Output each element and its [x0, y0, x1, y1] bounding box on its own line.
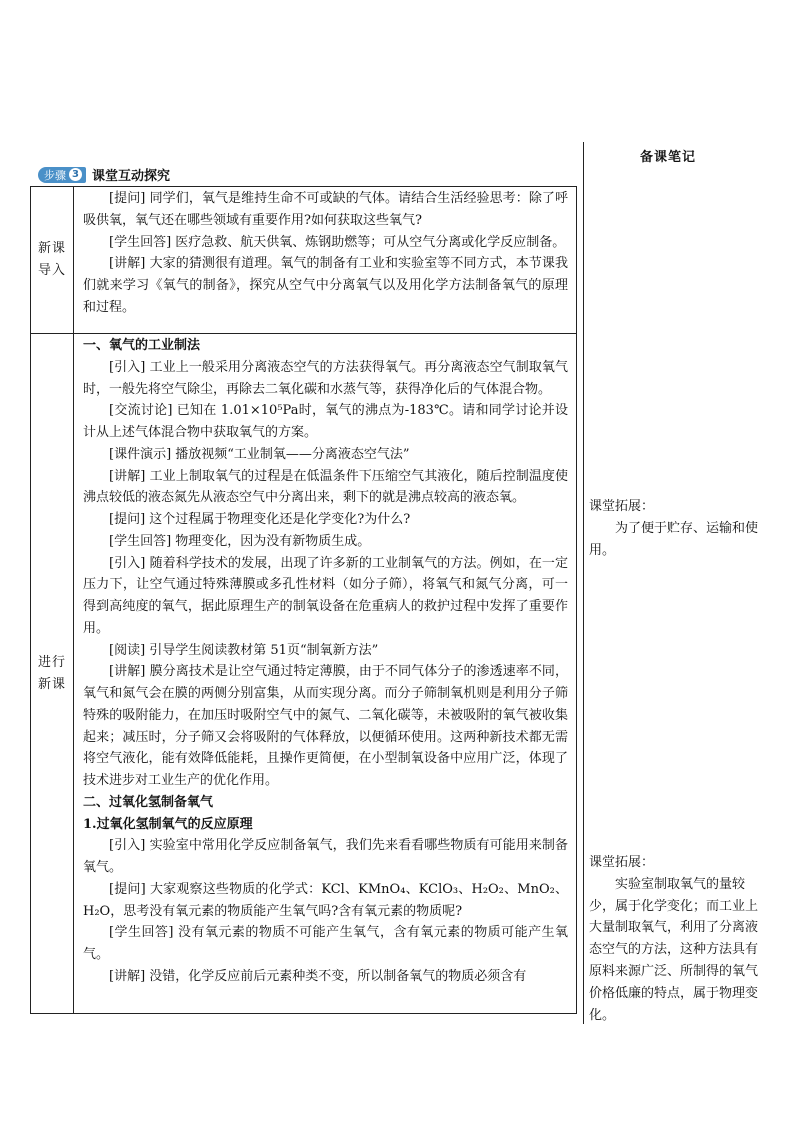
section-heading: 二、过氧化氢制备氧气 [83, 794, 214, 810]
step-badge [38, 167, 86, 183]
step-number-icon: 3 [69, 168, 82, 181]
paragraph: [交流讨论] 已知在 1.01×10⁵Pa时，氧气的沸点为-183℃。请和同学讨论并设计从上述气体混合物中获取氧气的方案。 [83, 403, 568, 440]
paragraph: [阅读] 引导学生阅读教材第 51页“制氧新方法” [109, 642, 379, 658]
note-item [589, 496, 769, 561]
row-label: 进行 新课 [37, 654, 66, 692]
paragraph: [引入] 实验室中常用化学反应制备氧气，我们先来看看哪些物质有可能用来制备氧气。 [83, 838, 568, 875]
notes-title: 备课笔记 [640, 150, 697, 165]
table-row [31, 187, 576, 334]
paragraph: [提问] 大家观察这些物质的化学式：KCl、KMnO₄、KClO₃、H₂O₂、MnO₂、H₂O，思考没有氧元素的物质能产生氧气吗?含有氧元素的物质呢? [83, 881, 568, 919]
paragraph: [讲解] 没错，化学反应前后元素种类不变，所以制备氧气的物质必须含有 [109, 968, 527, 984]
row-label-cell [31, 334, 74, 1013]
paragraph: [引入] 随着科学技术的发展，出现了许多新的工业制氧气的方法。例如，在一定压力下，让空气通过特殊薄膜或多孔性材料（如分子筛），将氧气和氮气分离，可一得到高纯度的氧气，据此原理生产的制氧设备在危重病人的救护过程中发挥了重要作用。 [83, 555, 568, 636]
row-label-cell [31, 187, 74, 333]
section-heading: 1.过氧化氢制氧气的反应原理 [83, 816, 253, 832]
paragraph: [引入] 工业上一般采用分离液态空气的方法获得氧气。再分离液态空气制取氧气时，一般先将空气除尘，再除去二氧化碳和水蒸气等，获得净化后的气体混合物。 [83, 359, 568, 397]
paragraph: [提问] 同学们，氧气是维持生命不可或缺的气体。请结合生活经验思考：除了呼吸供氧，氧气还在哪些领域有重要作用?如何获取这些氧气? [83, 191, 568, 228]
paragraph: [课件演示] 播放视频“工业制氧——分离液态空气法” [109, 446, 410, 462]
step-title: 课堂互动探究 [92, 169, 171, 184]
row-label: 新课 导入 [37, 241, 66, 278]
row-content [74, 334, 576, 1016]
paragraph: [讲解] 大家的猜测很有道理。氧气的制备有工业和实验室等不同方式，本节课我们就来学习《氧气的制备》，探究从空气中分离氧气以及用化学方法制备氧气的原理和过程。 [83, 256, 568, 315]
note-body: 实验室制取氧气的量较少，属于化学变化；而工业上大量制取氧气，利用了分离液态空气的方法，这种方法具有原料来源广泛、所制得的氧气价格低廉的特点，属于物理变化。 [589, 876, 759, 1023]
note-item [589, 852, 769, 1026]
paragraph: [讲解] 膜分离技术是让空气通过特定薄膜，由于不同气体分子的渗透速率不同，氧气和氮气会在膜的两侧分别富集，从而实现分离。而分子筛制氧机则是利用分子筛特殊的吸附能力，在加压时吸附空气中的氮气、二氧化碳等，未被吸附的氧气被收集起来；减压时，分子筛又会将吸附的气体释放，以便循环使用。这两种新技术都无需将空气液化，能有效降低能耗，且操作更简便，在小型制氧设备中应用广泛，体现了技术进步对工业生产的优化作用。 [83, 664, 568, 788]
step-header [38, 166, 170, 183]
paragraph: [讲解] 工业上制取氧气的过程是在低温条件下压缩空气其液化，随后控制温度使沸点较低的液态氮先从液态空气中分离出来，剩下的就是沸点较高的液态氧。 [83, 468, 568, 506]
row-content [74, 187, 576, 333]
notes-divider [583, 142, 584, 1024]
section-heading: 一、氧气的工业制法 [83, 338, 201, 353]
paragraph: [学生回答] 医疗急救、航天供氧、炼钢助燃等；可从空气分离或化学反应制备。 [109, 234, 566, 250]
note-body: 为了便于贮存、运输和使用。 [589, 520, 759, 558]
paragraph: [学生回答] 没有氧元素的物质不可能产生氧气，含有氧元素的物质可能产生氧气。 [83, 925, 568, 962]
paragraph: [提问] 这个过程属于物理变化还是化学变化?为什么? [109, 512, 411, 527]
table-row [31, 334, 576, 1013]
step-badge-label: 步骤 [44, 168, 66, 182]
note-label: 课堂拓展： [589, 855, 655, 870]
lesson-table [30, 186, 577, 1014]
note-label: 课堂拓展： [589, 499, 655, 514]
paragraph: [学生回答] 物理变化，因为没有新物质生成。 [109, 533, 371, 549]
